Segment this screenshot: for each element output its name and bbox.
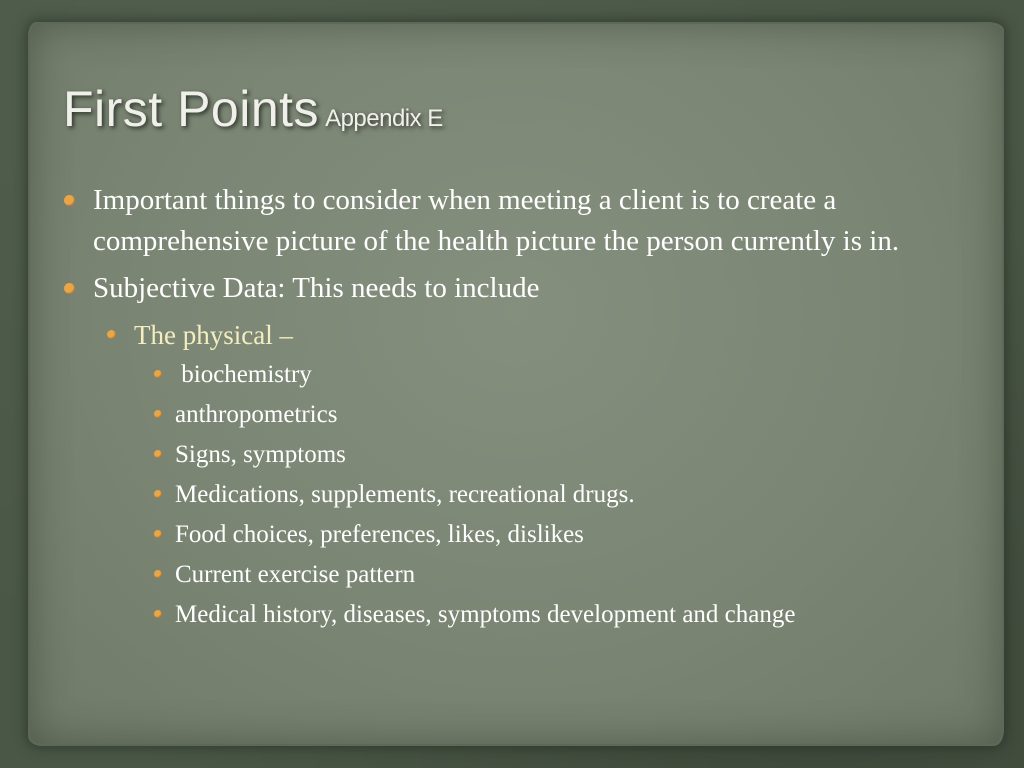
bullet-dot-icon <box>154 610 162 618</box>
sub-sub-bullet-text: anthropometrics <box>175 401 338 428</box>
bullet-text: Subjective Data: This needs to include <box>93 272 540 304</box>
sub-sub-bullet-item <box>62 357 875 393</box>
bullet-dot-icon <box>154 570 162 578</box>
bullet-dot-icon <box>154 370 162 378</box>
bullet-dot-icon <box>154 490 162 498</box>
bullet-dot-icon <box>64 283 75 294</box>
bullet-dot-icon <box>64 195 75 206</box>
bullet-dot-icon <box>107 330 116 339</box>
bullet-dot-icon <box>154 530 162 538</box>
title-appendix-label: Appendix E <box>325 105 443 132</box>
slide-title <box>63 80 443 138</box>
sub-sub-bullet-item <box>62 597 875 633</box>
sub-sub-bullet-text: Current exercise pattern <box>175 561 416 588</box>
sub-sub-bullet-text: biochemistry <box>175 361 312 388</box>
bullet-dot-icon <box>154 450 162 458</box>
title-main: First Points <box>63 81 320 137</box>
slide-body <box>62 180 942 637</box>
bullet-item <box>62 180 942 262</box>
sub-sub-bullet-text: Signs, symptoms <box>175 441 346 468</box>
sub-sub-bullet-text: Food choices, preferences, likes, dislikes <box>175 521 584 548</box>
sub-sub-bullet-item <box>62 437 875 473</box>
sub-bullet-item <box>62 315 942 355</box>
bullet-dot-icon <box>154 410 162 418</box>
sub-bullet-text: The physical – <box>134 320 293 350</box>
bullet-text: Important things to consider when meeting a client is to create a comprehensive picture of the health picture the person currently is in. <box>93 184 900 257</box>
sub-sub-bullet-item <box>62 397 875 433</box>
sub-sub-bullet-item <box>62 557 875 593</box>
sub-sub-bullet-text: Medications, supplements, recreational drugs. <box>175 481 635 508</box>
sub-sub-bullet-item <box>62 477 875 513</box>
sub-sub-bullet-text: Medical history, diseases, symptoms development and change <box>175 601 796 628</box>
sub-sub-bullet-item <box>62 517 875 553</box>
bullet-item <box>62 268 942 309</box>
